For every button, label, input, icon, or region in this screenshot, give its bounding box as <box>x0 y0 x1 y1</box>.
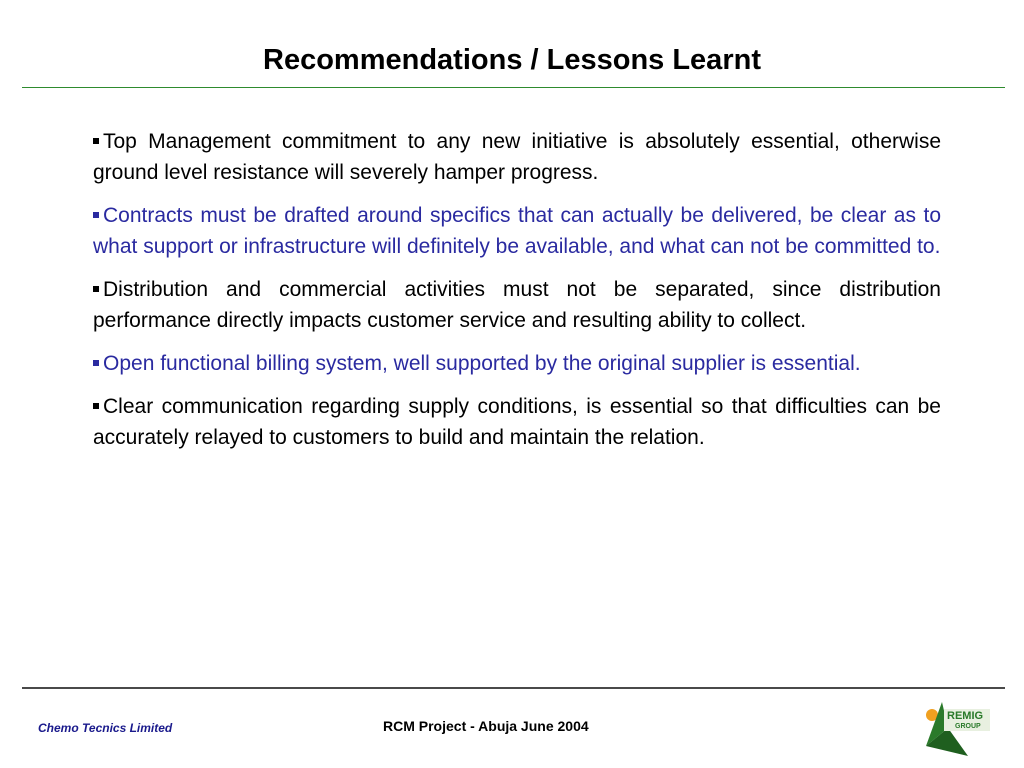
bullet-item-2 <box>93 200 941 262</box>
footer-project: RCM Project - Abuja June 2004 <box>383 718 589 734</box>
title-divider <box>22 87 1005 88</box>
bullet-text: Distribution and commercial activities must not be separated, since distribution performance directly impacts customer service and resulting ability to collect. <box>93 278 941 332</box>
square-bullet-icon <box>93 138 99 144</box>
bullet-text: Contracts must be drafted around specifics that can actually be delivered, be clear as to what support or infrastructure will definitely be available, and what can not be committed to. <box>93 204 941 258</box>
bullet-text: Clear communication regarding supply conditions, is essential so that difficulties can be accurately relayed to customers to build and maintain the relation. <box>93 395 941 449</box>
slide-title: Recommendations / Lessons Learnt <box>263 44 761 76</box>
bullet-text: Open functional billing system, well supported by the original supplier is essential. <box>103 352 861 375</box>
square-bullet-icon <box>93 403 99 409</box>
footer-divider <box>22 687 1005 689</box>
bullet-item-5 <box>93 391 941 453</box>
logo-name: REMIG <box>947 710 984 722</box>
bullet-text: Top Management commitment to any new initiative is absolutely essential, otherwise ground level resistance will severely hamper progress. <box>93 130 941 184</box>
footer-company: Chemo Tecnics Limited <box>38 721 173 735</box>
square-bullet-icon <box>93 286 99 292</box>
square-bullet-icon <box>93 212 99 218</box>
bullet-item-4 <box>93 348 941 379</box>
bullet-item-1 <box>93 126 941 188</box>
square-bullet-icon <box>93 360 99 366</box>
bullet-list <box>93 126 941 465</box>
logo-subtitle: GROUP <box>955 723 981 730</box>
bullet-item-3 <box>93 274 941 336</box>
